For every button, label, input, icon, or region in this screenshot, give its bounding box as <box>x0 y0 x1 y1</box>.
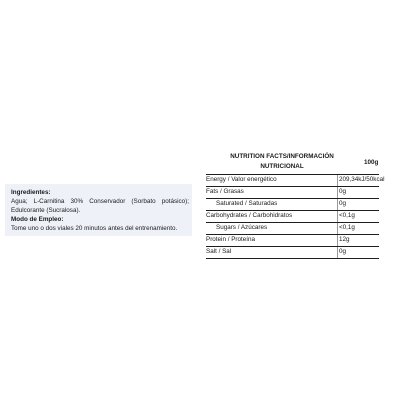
nutrition-value: 0g <box>339 200 347 207</box>
usage-heading: Modo de Empleo: <box>11 216 64 223</box>
nutrition-label: Sugars / Azúcares <box>216 224 268 231</box>
ingredients-heading: Ingredientes: <box>11 189 51 196</box>
nutrition-table <box>206 152 385 259</box>
nutrition-value: 209,34kJ/50kcal <box>339 176 385 183</box>
nutrition-row-fats <box>206 187 379 199</box>
nutrition-label: Salt / Sal <box>206 248 232 255</box>
nutrition-label: Protein / Proteína <box>206 236 256 243</box>
nutrition-column-header: 100g <box>364 159 379 166</box>
nutrition-row-saturated <box>206 199 379 211</box>
nutrition-title: NUTRITION FACTS/INFORMACIÓN NUTRICIONAL <box>230 153 334 170</box>
nutrition-row-salt <box>206 247 379 259</box>
nutrition-row-energy <box>206 174 385 187</box>
nutrition-header <box>206 152 379 174</box>
usage-text: Tome uno o dos viales 20 minutos antes del entrenamiento. <box>11 225 178 232</box>
nutrition-label: Carbohydrates / Carbohidratos <box>206 212 293 219</box>
nutrition-label: Saturated / Saturadas <box>216 200 278 207</box>
nutrition-label: Energy / Valor energético <box>206 176 277 183</box>
nutrition-row-protein <box>206 235 379 247</box>
nutrition-value: 12g <box>339 236 350 243</box>
nutrition-value: <0,1g <box>339 224 355 231</box>
nutrition-label: Fats / Grasas <box>206 188 244 195</box>
nutrition-row-carbohydrates <box>206 211 379 223</box>
nutrition-row-sugars <box>206 223 379 235</box>
nutrition-value: <0,1g <box>339 212 355 219</box>
nutrition-value: 0g <box>339 188 347 195</box>
ingredients-panel <box>5 184 192 236</box>
ingredients-text: Agua; L-Carnitina 30% Conservador (Sorbato potásico); Edulcorante (Sucralosa). <box>11 198 189 214</box>
nutrition-value: 0g <box>339 248 347 255</box>
